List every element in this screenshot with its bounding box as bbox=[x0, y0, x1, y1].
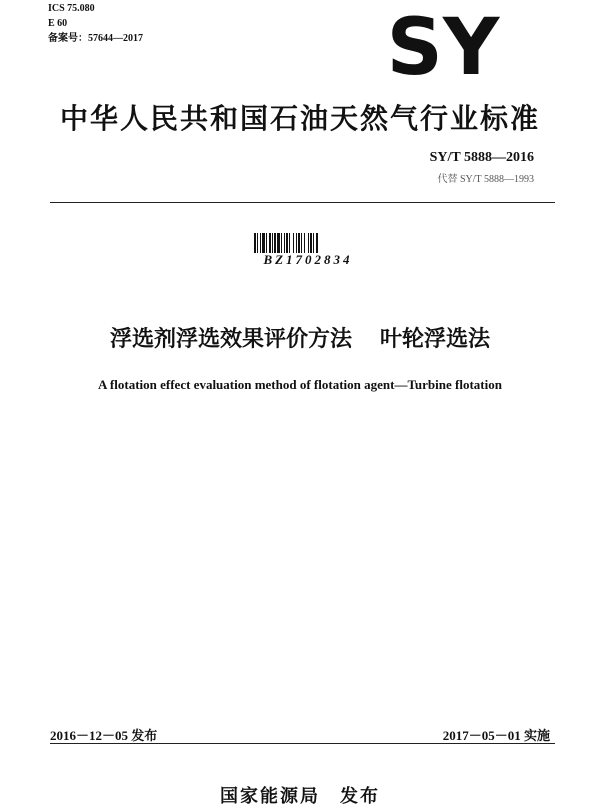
ics-code: ICS 75.080 bbox=[48, 3, 95, 14]
effective-date-value: 2017－05－01 bbox=[442, 728, 521, 743]
barcode-number: BZ1702834 bbox=[263, 252, 353, 267]
standard-name: 中华人民共和国石油天然气行业标准 bbox=[59, 102, 540, 135]
title-sub: 叶轮浮选法 bbox=[380, 327, 491, 352]
issuer: 国家能源局 发布 bbox=[220, 786, 380, 807]
top-divider bbox=[50, 202, 555, 203]
sy-logo bbox=[383, 12, 503, 78]
barcode-icon bbox=[254, 233, 360, 253]
record-number: 备案号：57644—2017 bbox=[48, 33, 143, 44]
document-title-chinese bbox=[0, 322, 600, 353]
issue-date-value: 2016－12－05 bbox=[50, 728, 129, 743]
replaces-standard: 代替 SY/T 5888—1993 bbox=[437, 174, 534, 185]
standard-code: SY/T 5888—2016 bbox=[429, 150, 534, 165]
effective-date bbox=[443, 725, 550, 744]
bottom-divider bbox=[50, 743, 555, 744]
issue-date-label: 发布 bbox=[131, 729, 158, 744]
sy-logo-text: SY bbox=[386, 12, 500, 78]
classification-code: E 60 bbox=[48, 18, 68, 29]
title-main: 浮选剂浮选效果评价方法 bbox=[109, 327, 352, 352]
issue-date bbox=[50, 725, 157, 744]
document-title-english: A flotation effect evaluation method of flotation agent—Turbine flotation bbox=[98, 377, 502, 392]
effective-date-label: 实施 bbox=[523, 729, 550, 744]
